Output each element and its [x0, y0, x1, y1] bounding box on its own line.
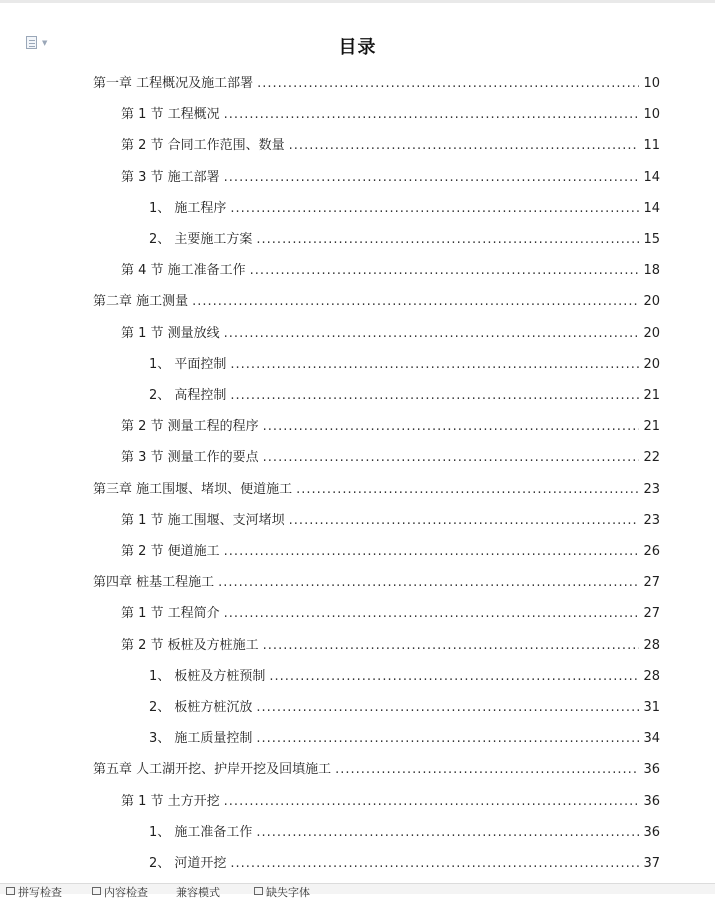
- toc-entry[interactable]: [121, 509, 660, 529]
- toc-entry[interactable]: [121, 634, 660, 654]
- toc-entry[interactable]: [93, 758, 660, 778]
- toc-entry-page: 21: [643, 388, 660, 403]
- toc-entry-label: 2、 河道开挖: [149, 856, 227, 871]
- toc-entry-page: 37: [643, 856, 660, 871]
- toc-entry-page: 22: [643, 450, 660, 465]
- toc-dot-leader: [263, 450, 640, 465]
- toc-entry-label: 1、 施工程序: [149, 201, 227, 216]
- toc-dot-leader: [230, 357, 639, 372]
- toc-entry[interactable]: [149, 228, 660, 248]
- toc-entry-label: 第一章 工程概况及施工部署: [93, 76, 254, 91]
- toc-entry-label: 3、 施工质量控制: [149, 731, 253, 746]
- toc-entry-label: 第 2 节 合同工作范围、数量: [121, 138, 285, 153]
- toc-entry-page: 21: [643, 419, 660, 434]
- statusbar-item[interactable]: [254, 887, 310, 897]
- toc-entry[interactable]: [121, 259, 660, 279]
- toc-entry-label: 第 1 节 施工围堰、支河堵坝: [121, 513, 285, 528]
- toc-dot-leader: [289, 138, 640, 153]
- toc-dot-leader: [250, 263, 640, 278]
- toc-dot-leader: [224, 606, 640, 621]
- toc-entry[interactable]: [149, 197, 660, 217]
- toc-entry-label: 2、 主要施工方案: [149, 232, 253, 247]
- toc-entry-page: 20: [643, 326, 660, 341]
- statusbar-item-label: 拼写检查: [18, 886, 62, 899]
- toc-entry[interactable]: [121, 602, 660, 622]
- toc-entry-label: 第 1 节 工程概况: [121, 107, 220, 122]
- toc-dot-leader: [269, 669, 639, 684]
- toc-dot-leader: [224, 326, 640, 341]
- toc-entry-label: 第三章 施工围堰、堵坝、便道施工: [93, 482, 293, 497]
- toc-entry[interactable]: [149, 727, 660, 747]
- toc-entry-label: 第 1 节 土方开挖: [121, 794, 220, 809]
- toc-entry[interactable]: [121, 322, 660, 342]
- toc-entry[interactable]: [93, 72, 660, 92]
- toc-entry-label: 1、 平面控制: [149, 357, 227, 372]
- toc-entry-label: 第 1 节 工程简介: [121, 606, 220, 621]
- statusbar-item-label: 缺失字体: [266, 886, 310, 899]
- toc-entry-page: 28: [643, 638, 660, 653]
- toc-entry-label: 第 2 节 便道施工: [121, 544, 220, 559]
- toc-entry-page: 36: [643, 762, 660, 777]
- toc-entry-label: 第五章 人工湖开挖、护岸开挖及回填施工: [93, 762, 332, 777]
- statusbar-item-label: 兼容模式: [176, 886, 220, 899]
- toc-dot-leader: [218, 575, 639, 590]
- toc-dot-leader: [289, 513, 640, 528]
- toc-entry-label: 第 1 节 测量放线: [121, 326, 220, 341]
- toc-dot-leader: [256, 232, 639, 247]
- toc-entry[interactable]: [121, 415, 660, 435]
- toc-entry-page: 10: [643, 107, 660, 122]
- toc-entry[interactable]: [121, 446, 660, 466]
- toc-entry[interactable]: [121, 540, 660, 560]
- toc-entry-label: 第二章 施工测量: [93, 294, 189, 309]
- toc-entry-page: 36: [643, 825, 660, 840]
- page-title: 目录: [338, 37, 377, 58]
- spellcheck-icon: [6, 887, 15, 895]
- toc-entry-label: 第 3 节 测量工作的要点: [121, 450, 259, 465]
- toc-entry-page: 28: [643, 669, 660, 684]
- toc-entry-page: 27: [643, 606, 660, 621]
- toc-entry-page: 10: [643, 76, 660, 91]
- toc-entry-page: 11: [643, 138, 660, 153]
- toc-dot-leader: [256, 700, 639, 715]
- toc-entry[interactable]: [149, 821, 660, 841]
- toc-entry-page: 14: [643, 201, 660, 216]
- toc-entry[interactable]: [121, 166, 660, 186]
- toc-entry-label: 第 3 节 施工部署: [121, 170, 220, 185]
- content-check-icon: [92, 887, 101, 895]
- toc-entry-page: 18: [643, 263, 660, 278]
- toc-entry-page: 14: [643, 170, 660, 185]
- toc-dot-leader: [263, 638, 640, 653]
- statusbar-item[interactable]: [92, 887, 148, 897]
- toc-entry-label: 2、 板桩方桩沉放: [149, 700, 253, 715]
- toc-dot-leader: [257, 76, 639, 91]
- toc-entry-page: 15: [643, 232, 660, 247]
- toc-entry[interactable]: [93, 571, 660, 591]
- toc-entry[interactable]: [149, 852, 660, 872]
- toc-entry[interactable]: [121, 134, 660, 154]
- toc-entry-label: 1、 板桩及方桩预制: [149, 669, 266, 684]
- toc-entry[interactable]: [121, 103, 660, 123]
- toc-dot-leader: [224, 107, 640, 122]
- toc-dot-leader: [256, 825, 639, 840]
- toc-entry-page: 23: [643, 482, 660, 497]
- statusbar-item[interactable]: [176, 887, 220, 897]
- toc-dot-leader: [263, 419, 640, 434]
- toc-entry-label: 2、 高程控制: [149, 388, 227, 403]
- statusbar-item[interactable]: [6, 887, 62, 897]
- toc-dot-leader: [224, 794, 640, 809]
- toc-entry-page: 31: [643, 700, 660, 715]
- toc-dot-leader: [230, 388, 639, 403]
- toc-entry-label: 第 2 节 测量工程的程序: [121, 419, 259, 434]
- toc-entry-page: 27: [643, 575, 660, 590]
- toc-dot-leader: [230, 856, 639, 871]
- toc-entry[interactable]: [149, 353, 660, 373]
- toc-entry-page: 34: [643, 731, 660, 746]
- statusbar-item-label: 内容检查: [104, 886, 148, 899]
- toc-dot-leader: [224, 170, 640, 185]
- toc-dot-leader: [224, 544, 640, 559]
- toc-entry-page: 36: [643, 794, 660, 809]
- toc-entry[interactable]: [121, 790, 660, 810]
- toc-entry-label: 第四章 桩基工程施工: [93, 575, 215, 590]
- toc-entry-page: 20: [643, 294, 660, 309]
- toc-entry[interactable]: [149, 384, 660, 404]
- toc-entry[interactable]: [149, 696, 660, 716]
- toc-dot-leader: [192, 294, 639, 309]
- status-bar: [0, 883, 715, 899]
- toc-dot-leader: [256, 731, 639, 746]
- toc-entry-page: 23: [643, 513, 660, 528]
- toc-entry-label: 第 2 节 板桩及方桩施工: [121, 638, 259, 653]
- toc-entry-label: 第 4 节 施工准备工作: [121, 263, 246, 278]
- toc-dot-leader: [230, 201, 639, 216]
- toc-entry-label: 1、 施工准备工作: [149, 825, 253, 840]
- toc-entry-page: 26: [643, 544, 660, 559]
- toc-dot-leader: [296, 482, 639, 497]
- toc-entry[interactable]: [93, 478, 660, 498]
- toc-entry[interactable]: [93, 290, 660, 310]
- toc-entry[interactable]: [149, 665, 660, 685]
- caret-down-icon: ▼: [42, 39, 48, 47]
- font-icon: [254, 887, 263, 895]
- toc-dot-leader: [335, 762, 639, 777]
- toc-entry-page: 20: [643, 357, 660, 372]
- window-top-edge: [0, 0, 715, 3]
